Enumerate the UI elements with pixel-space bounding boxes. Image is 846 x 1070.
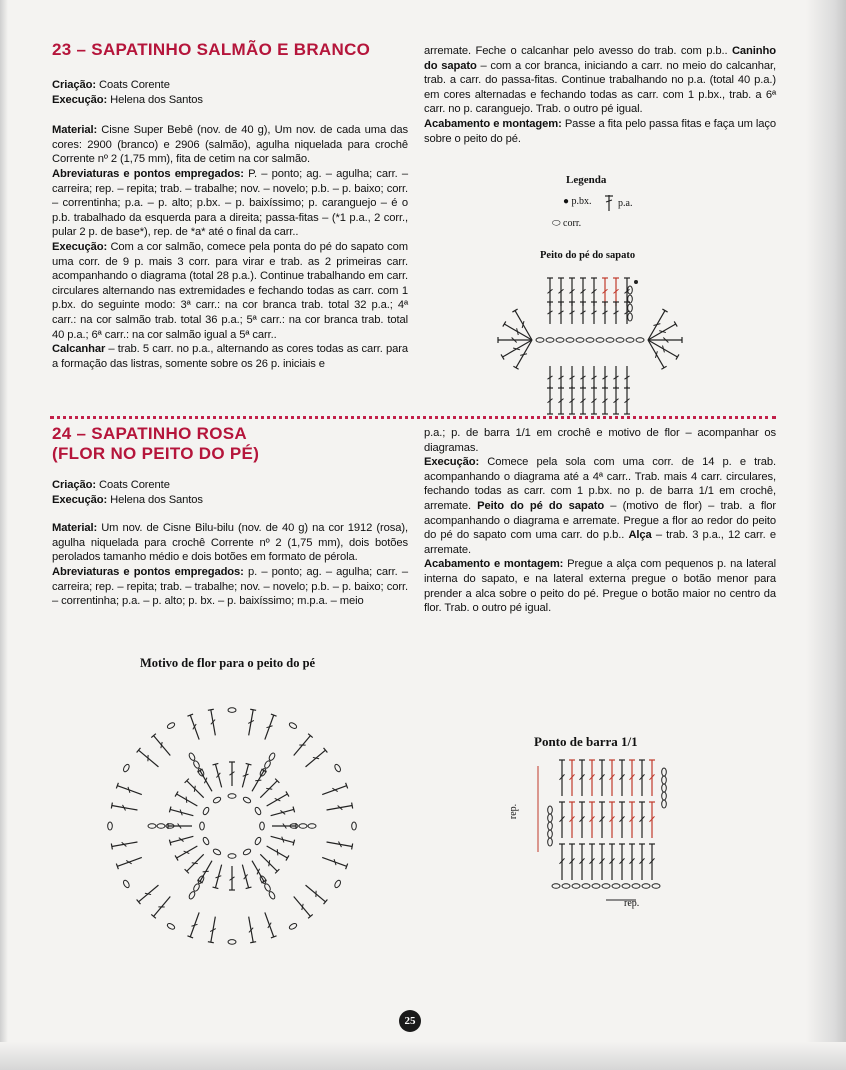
stitch-top: [293, 840, 295, 846]
stitch-top: [246, 763, 252, 765]
stitch-symbol: [547, 302, 553, 324]
page-edge-left: [0, 0, 8, 1070]
stitch-symbol: [649, 844, 655, 880]
pattern24-left-column: [52, 424, 408, 609]
stitch-stem: [139, 750, 159, 767]
stitch-symbol: [647, 337, 679, 359]
diagram3-bar-stitch: [510, 752, 670, 917]
pattern24-criacao: Criação: Coats Corente: [52, 479, 170, 491]
stitch-bar: [126, 787, 131, 793]
chain-symbol: [576, 338, 584, 343]
stitch-stem: [327, 806, 353, 811]
stitch-symbol: [649, 802, 655, 838]
stitch-symbol: [249, 859, 266, 883]
stitch-symbol: [649, 760, 655, 796]
stitch-bar: [266, 923, 272, 928]
stitch-symbol: [501, 337, 533, 359]
stitch-symbol: [602, 386, 608, 414]
stitch-symbol: [265, 843, 289, 860]
chain-symbol: [596, 338, 604, 343]
pattern23-left-column: [52, 40, 408, 371]
chain-symbol: [122, 879, 130, 888]
diagram3-title: Ponto de barra 1/1: [534, 734, 638, 749]
stitch-stem: [211, 710, 216, 736]
slip-stitch-dot: [634, 280, 638, 284]
stitch-symbol: [498, 337, 532, 343]
chain-symbol: [548, 806, 553, 814]
stitch-symbol: [116, 855, 142, 870]
chain-symbol: [228, 794, 236, 799]
chain-symbol: [662, 800, 667, 808]
legend-pbx: ● p.bx.: [563, 196, 592, 207]
pattern23-material: Material: Cisne Super Bebê (nov. de 40 g), Um nov. de cada uma das cores: 2900 (branco) e 2906 (salmão), agulha niquelada para crochê Corrente nº 2 (1,75 mm), fita de cetim na cor salmão.: [52, 124, 408, 166]
section-separator: [50, 416, 776, 419]
pattern23-calcanhar: Calcanhar – trab. 5 carr. no p.a., alternando as cores todas as carr. para a formação das listras, somente sobre os 26 p. iniciais e: [52, 343, 408, 370]
chain-symbol: [122, 763, 130, 772]
stitch-symbol: [558, 366, 564, 388]
chain-symbol: [628, 313, 633, 321]
stitch-bar: [520, 321, 527, 328]
stitch-symbol: [629, 844, 635, 880]
stitch-bar: [255, 869, 261, 875]
chain-symbol: [254, 836, 262, 845]
chain-symbol: [632, 884, 640, 889]
stitch-symbol: [116, 783, 142, 798]
stitch-symbol: [111, 803, 138, 813]
stitch-symbol: [304, 883, 328, 904]
stitch-top: [213, 763, 219, 765]
chain-symbol: [566, 338, 574, 343]
stitch-bar: [191, 724, 197, 729]
stitch-symbol: [175, 843, 199, 860]
stitch-stem: [190, 912, 199, 936]
chain-symbol: [308, 824, 316, 829]
chain-symbol: [616, 338, 624, 343]
stitch-symbol: [187, 714, 202, 740]
stitch-symbol: [569, 366, 575, 388]
stitch-symbol: [579, 802, 585, 838]
stitch-top: [352, 844, 353, 850]
stitch-symbol: [270, 833, 295, 845]
stitch-symbol: [580, 366, 586, 388]
chain-symbol: [606, 338, 614, 343]
stitch-bar: [653, 351, 660, 358]
stitch-bar: [255, 778, 261, 784]
stitch-symbol: [547, 366, 553, 388]
stitch-symbol: [291, 734, 312, 758]
stitch-symbol: [229, 762, 235, 786]
pattern24-material: Material: Um nov. de Cisne Bilu-bilu (nov. de 40 g) na cor 1912 (rosa), agulha niquelada para crochê Corrente nº 2 (1,75 mm), dois botões perolados tamanho médio e dois botões em formato de pérola.: [52, 522, 408, 564]
chain-symbol: [662, 792, 667, 800]
stitch-bar: [513, 345, 520, 352]
chain-symbol: [586, 338, 594, 343]
pattern23-criacao: Criação: Coats Corente: [52, 79, 170, 91]
stitch-symbol: [569, 844, 575, 880]
stitch-top: [213, 887, 219, 889]
stitch-symbol: [321, 783, 347, 798]
diagram3-rep-horizontal: rep.: [624, 898, 640, 909]
stitch-symbol: [197, 859, 214, 883]
stitch-symbol: [169, 807, 194, 819]
stitch-symbol: [208, 709, 218, 736]
stitch-symbol: [569, 802, 575, 838]
stitch-symbol: [326, 839, 353, 849]
chain-symbol: [628, 304, 633, 312]
stitch-stem: [154, 896, 171, 916]
stitch-symbol: [558, 302, 564, 324]
stitch-symbol: [609, 844, 615, 880]
stitch-symbol: [258, 852, 279, 873]
stitch-symbol: [185, 852, 206, 873]
stitch-symbol: [599, 760, 605, 796]
stitch-bar: [126, 859, 131, 865]
diagram3-rep-vertical: rep.: [508, 803, 520, 820]
chain-symbol: [662, 776, 667, 784]
stitch-symbol: [580, 302, 586, 324]
stitch-symbol: [137, 748, 161, 769]
stitch-symbol: [569, 760, 575, 796]
chain-symbol: [662, 768, 667, 776]
chain-symbol: [212, 796, 221, 804]
stitch-stem: [249, 917, 254, 943]
stitch-symbol: [613, 386, 619, 414]
stitch-symbol: [648, 337, 682, 343]
stitch-symbol: [265, 791, 289, 808]
stitch-bar: [332, 787, 337, 793]
chain-symbol: [228, 708, 236, 713]
chain-symbol: [288, 722, 297, 730]
stitch-symbol: [304, 748, 328, 769]
stitch-symbol: [185, 779, 206, 800]
pattern23-acabamento: Acabamento e montagem: Passe a fita pelo passa fitas e faça um laço sobre o peito do pé.: [424, 117, 776, 145]
chain-symbol: [193, 883, 201, 892]
chain-symbol: [552, 884, 560, 889]
chain-symbol: [602, 884, 610, 889]
stitch-symbol: [326, 803, 353, 813]
stitch-symbol: [591, 302, 597, 324]
stitch-stem: [322, 857, 346, 866]
stitch-symbol: [639, 760, 645, 796]
stitch-symbol: [246, 709, 256, 736]
pattern23-execucao: Execução: Helena dos Santos: [52, 93, 203, 106]
stitch-stem: [154, 736, 171, 756]
stitch-symbol: [291, 895, 312, 919]
chain-symbol: [636, 338, 644, 343]
stitch-symbol: [619, 802, 625, 838]
chain-symbol: [546, 338, 554, 343]
stitch-bar: [191, 923, 197, 928]
stitch-top: [250, 709, 256, 710]
chain-symbol: [612, 884, 620, 889]
chain-symbol: [548, 838, 553, 846]
stitch-top: [169, 807, 171, 813]
legend-corr: ⬭ corr.: [552, 218, 582, 229]
chain-symbol: [228, 854, 236, 859]
chain-symbol: [268, 752, 276, 761]
chain-symbol: [264, 883, 272, 892]
legend-pa: p.a.: [618, 198, 633, 209]
diagram1-title: Peito do pé do sapato: [540, 250, 636, 261]
stitch-symbol: [151, 734, 172, 758]
stitch-symbol: [512, 309, 534, 341]
stitch-symbol: [629, 802, 635, 838]
pattern23-right-column: [424, 44, 776, 146]
stitch-symbol: [609, 802, 615, 838]
chain-symbol: [157, 824, 165, 829]
chain-symbol: [212, 848, 221, 856]
diagram1-shoe-toe: [490, 268, 700, 393]
stitch-bar: [275, 849, 281, 855]
stitch-top: [293, 807, 295, 813]
stitch-bar: [332, 859, 337, 865]
chain-symbol: [202, 806, 210, 815]
diagram2-title: Motivo de flor para o peito do pé: [140, 656, 316, 670]
chain-symbol: [166, 722, 175, 730]
stitch-symbol: [602, 302, 608, 324]
stitch-symbol: [589, 802, 595, 838]
chain-symbol: [662, 784, 667, 792]
stitch-bar: [203, 778, 209, 784]
stitch-bar: [184, 797, 190, 803]
chain-symbol: [260, 822, 265, 830]
chain-symbol: [299, 824, 307, 829]
stitch-symbol: [239, 763, 251, 788]
stitch-bar: [660, 345, 667, 352]
stitch-symbol: [613, 302, 619, 324]
pattern24-execucao: Execução: Helena dos Santos: [52, 493, 203, 506]
pattern23-title: 23 – SAPATINHO SALMÃO E BRANCO: [52, 40, 371, 59]
chain-symbol: [166, 922, 175, 930]
stitch-symbol: [213, 864, 225, 889]
stitch-symbol: [613, 366, 619, 388]
pattern24-abreviaturas: Abreviaturas e pontos empregados: p. – ponto; ag. – agulha; carr. – carreira; rep. – repita; trab. – trabalhe; nov. – novelo; p.b. – p. baixo; corr. – correntinha; p.a. – p. alto; p. bx. – p. baixíssimo; m.p.a. – meio: [52, 565, 408, 608]
stitch-symbol: [559, 760, 565, 796]
stitch-stem: [322, 786, 346, 795]
stitch-top: [111, 844, 112, 850]
stitch-symbol: [229, 866, 235, 890]
pattern23-execucao-text: Execução: Com a cor salmão, comece pela ponta do pé do sapato com uma corr. de 9 p. mais 3 corr. para virar e trab. as 2 primeiras carr. acompanhando o diagrama (total 28 p.a.). Continue trabalhando em carr. circulares alternando nas extremidades e fechando todas as carr. com 1 p.bx. do seguinte modo: 3ª carr.: na cor branca trab. total 32 p.a.; 4ª carr.: na cor salmão trab. total 36 p.a.; 5ª carr.: na cor branca trab. total 40 p.a.; 6ª carr.: na cor salmão igual a 5ª carr..: [52, 240, 408, 341]
stitch-symbol: [639, 802, 645, 838]
stitch-symbol: [111, 839, 138, 849]
pattern24-continuation: p.a.; p. de barra 1/1 em crochê e motivo de flor – acompanhar os diagramas.: [424, 427, 776, 454]
chain-symbol: [288, 922, 297, 930]
stitch-bar: [520, 351, 527, 358]
chain-symbol: [536, 338, 544, 343]
chain-symbol: [334, 763, 342, 772]
stitch-symbol: [559, 802, 565, 838]
stitch-top: [111, 803, 112, 809]
stitch-stem: [190, 715, 199, 739]
stitch-symbol: [258, 779, 279, 800]
stitch-bar: [514, 328, 521, 335]
stitch-top: [352, 803, 353, 809]
stitch-symbol: [187, 911, 202, 937]
stitch-symbol: [559, 844, 565, 880]
pattern24-title-line2: (FLOR NO PEITO DO PÉ): [52, 444, 260, 463]
stitch-symbol: [645, 339, 666, 370]
stitch-bar: [653, 321, 660, 328]
stitch-symbol: [602, 366, 608, 388]
stitch-symbol: [589, 760, 595, 796]
stitch-bar: [659, 328, 666, 335]
stitch-symbol: [213, 763, 225, 788]
stitch-symbol: [569, 386, 575, 414]
stitch-stem: [294, 736, 311, 756]
stitch-symbol: [609, 760, 615, 796]
page-number: 25: [399, 1010, 421, 1032]
chain-symbol: [582, 884, 590, 889]
pattern24-execucao-text: Execução: Comece pela sola com uma corr. de 14 p. e trab. acompanhando o diagrama até a 4ª carr.. Trab. mais 4 carr. circulares, fechando todas as carr. com 1 p.bx. no p. de barra 1/1 em crochê, arremate. Peito do pé do sapato – (motivo de flor) – trab. a flor acompanhando o diagrama e arremate. Pregue a flor ao redor do peito do pé do sapato com uma carr. do p.b.. Alça – trab. 3 p.a., 12 carr. e arremate.: [424, 456, 776, 556]
chain-symbol: [548, 814, 553, 822]
stitch-symbol: [249, 769, 266, 793]
chain-symbol: [202, 836, 210, 845]
pattern24-title-line1: 24 – SAPATINHO ROSA: [52, 424, 247, 443]
stitch-bar: [275, 797, 281, 803]
chain-symbol: [642, 884, 650, 889]
stitch-symbol: [645, 309, 667, 341]
diagram2-flower-motif: [62, 676, 402, 986]
stitch-symbol: [151, 895, 172, 919]
stitch-symbol: [208, 916, 218, 943]
legend-title: Legenda: [566, 174, 607, 186]
chain-symbol: [626, 338, 634, 343]
stitch-stem: [306, 885, 326, 902]
stitch-symbol: [624, 386, 630, 414]
chain-symbol: [188, 752, 196, 761]
stitch-symbol: [197, 769, 214, 793]
stitch-bar: [203, 869, 209, 875]
chain-symbol: [188, 891, 196, 900]
stitch-symbol: [169, 833, 194, 845]
chain-symbol: [562, 884, 570, 889]
stitch-symbol: [591, 366, 597, 388]
stitch-top: [250, 942, 256, 943]
stitch-stem: [139, 885, 159, 902]
stitch-symbol: [270, 807, 295, 819]
chain-symbol: [622, 884, 630, 889]
chain-symbol: [652, 884, 660, 889]
chain-symbol: [228, 940, 236, 945]
chain-symbol: [548, 822, 553, 830]
stitch-symbol: [580, 386, 586, 414]
stitch-top: [246, 887, 252, 889]
stitch-stem: [265, 912, 274, 936]
stitch-top: [208, 709, 214, 710]
stitch-symbol: [321, 855, 347, 870]
pattern23-continuation: arremate. Feche o calcanhar pelo avesso do trab. com p.b.. Caninho do sapato – com a cor branca, iniciando a carr. no meio do calcanhar, trab. a carr. do passa-fitas. Continue trabalhando no p.a. (total 40 p.a.) em cores alternadas e fechando todas as carr. com 1 p.bx., trab. a 6ª carr. no p. caranguejo. Trab. o outro pé igual.: [424, 45, 777, 116]
chain-symbol: [592, 884, 600, 889]
stitch-symbol: [569, 302, 575, 324]
stitch-symbol: [624, 366, 630, 388]
stitch-stem: [294, 896, 311, 916]
stitch-symbol: [262, 714, 277, 740]
stitch-symbol: [558, 386, 564, 414]
chain-symbol: [254, 806, 262, 815]
stitch-symbol: [619, 844, 625, 880]
stitch-top: [169, 840, 171, 846]
chain-symbol: [334, 879, 342, 888]
chain-symbol: [548, 830, 553, 838]
pattern23-abreviaturas: Abreviaturas e pontos empregados: P. – ponto; ag. – agulha; carr. – carreira; rep. – repita; trab. – trabalhe; nov. – novelo; p.b. – p. baixo; corr. – correntinha; p.a. – p. alto; p.bx. – p. baixíssimo; p. caranguejo – é o p.b. trabalhado da esquerda para a direita; passa-fitas – (*1 p.a., 2 corr., pular 2 p. de base*), rep. de *a* até o final da carr..: [52, 167, 408, 239]
chain-symbol: [193, 760, 201, 769]
stitch-symbol: [599, 844, 605, 880]
chain-symbol: [148, 824, 156, 829]
stitch-stem: [117, 786, 141, 795]
stitch-symbol: [137, 883, 161, 904]
stitch-stem: [112, 842, 138, 847]
chain-symbol: [352, 822, 357, 830]
stitch-symbol: [175, 791, 199, 808]
stitch-symbol: [547, 386, 553, 414]
stitch-bar: [266, 724, 272, 729]
chain-symbol: [264, 760, 272, 769]
chain-symbol: [242, 848, 251, 856]
stitch-symbol: [579, 760, 585, 796]
stitch-symbol: [513, 339, 534, 370]
stitch-symbol: [579, 844, 585, 880]
stitch-symbol: [639, 844, 645, 880]
stitch-symbol: [599, 802, 605, 838]
stitch-symbol: [589, 844, 595, 880]
stitch-symbol: [239, 864, 251, 889]
stitch-stem: [306, 750, 326, 767]
chain-symbol: [556, 338, 564, 343]
chain-symbol: [242, 796, 251, 804]
stitch-stem: [265, 715, 274, 739]
stitch-symbol: [246, 916, 256, 943]
stitch-symbol: [619, 760, 625, 796]
chain-symbol: [108, 822, 113, 830]
legend-pa-icon: [605, 194, 615, 212]
chain-symbol: [572, 884, 580, 889]
stitch-stem: [117, 857, 141, 866]
page-edge-right: [806, 0, 846, 1070]
page-edge-bottom: [0, 1042, 846, 1070]
stitch-symbol: [629, 760, 635, 796]
stitch-bar: [184, 849, 190, 855]
chain-symbol: [200, 822, 205, 830]
chain-symbol: [268, 891, 276, 900]
pattern24-right-column: [424, 426, 776, 616]
stitch-symbol: [591, 386, 597, 414]
stitch-top: [208, 942, 214, 943]
stitch-symbol: [262, 911, 277, 937]
pattern24-acabamento: Acabamento e montagem: Pregue a alça com pequenos p. na lateral interna do sapato, e na lateral externa pregue o botão menor para prender a alca sobre o peito do pé. Pregue o botão maior no centro da flor. Trab. o outro pé igual.: [424, 558, 776, 615]
